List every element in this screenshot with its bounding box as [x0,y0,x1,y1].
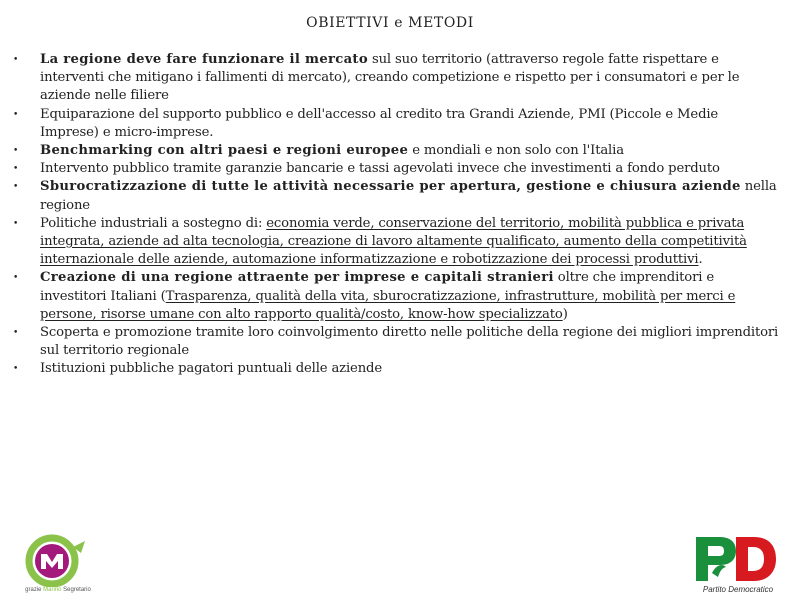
list-item: • Intervento pubblico tramite garanzie bancarie e tassi agevolati invece che investimenti a fondo perduto [13,161,720,177]
list-item: • Equiparazione del supporto pubblico e dell'accesso al credito tra Grandi Aziende, PMI (Piccole e Medie Imprese) e micro-imprese. [13,106,719,140]
list-item: • Sburocratizzazione di tutte le attività necessarie per apertura, gestione e chiusura aziende nella regione [13,179,777,213]
bullet-icon: • [13,364,19,375]
bullet-icon: • [13,55,19,65]
logo-caption: grazie Marino Segretario [25,587,91,593]
bullet-icon: • [13,218,19,229]
marino-logo [18,533,98,597]
pd-logo-icon [692,535,780,585]
marino-logo-icon [23,533,91,587]
bullet-icon: • [13,182,19,193]
objectives-list [13,51,780,379]
list-item: • Scoperta e promozione tramite loro coinvolgimento diretto nelle politiche della regione dei migliori imprenditori sul territorio regionale [13,325,779,359]
page-title: OBIETTIVI e METODI [306,15,474,31]
bullet-icon: • [13,328,19,339]
list-item: • Istituzioni pubbliche pagatori puntuali delle aziende [13,361,382,377]
bullet-icon: • [13,146,19,157]
list-item: • Politiche industriali a sostegno di: economia verde, conservazione del territorio, mobilità pubblica e privata integrata, aziende ad alta tecnologia, creazione di lavoro altamente qualificato, aumento della competitività internazionale delle aziende, automazione informatizzazione e robotizzazione dei processi produttivi. [13,215,747,268]
pd-caption: Partito Democratico [702,585,774,594]
list-item: • Benchmarking con altri paesi e regioni europee e mondiali e non solo con l'Italia [13,143,624,159]
bullet-icon: • [13,164,19,175]
list-item: • La regione deve fare funzionare il mercato sul suo territorio (attraverso regole fatte rispettare e interventi che mitigano i fallimenti di mercato), creando competizione e rispetto per i consumatori e per le aziende nelle filiere [13,52,740,104]
pd-logo [692,535,780,597]
bullet-icon: • [13,109,19,120]
list-item: • Creazione di una regione attraente per imprese e capitali stranieri oltre che imprenditori e investitori Italiani (Trasparenza, qualità della vita, sburocratizzazione, infrastrutture, mobilità per merci e persone, risorse umane con alto rapporto qualità/costo, know-how specializzato) [13,270,736,322]
bullet-icon: • [13,273,19,284]
